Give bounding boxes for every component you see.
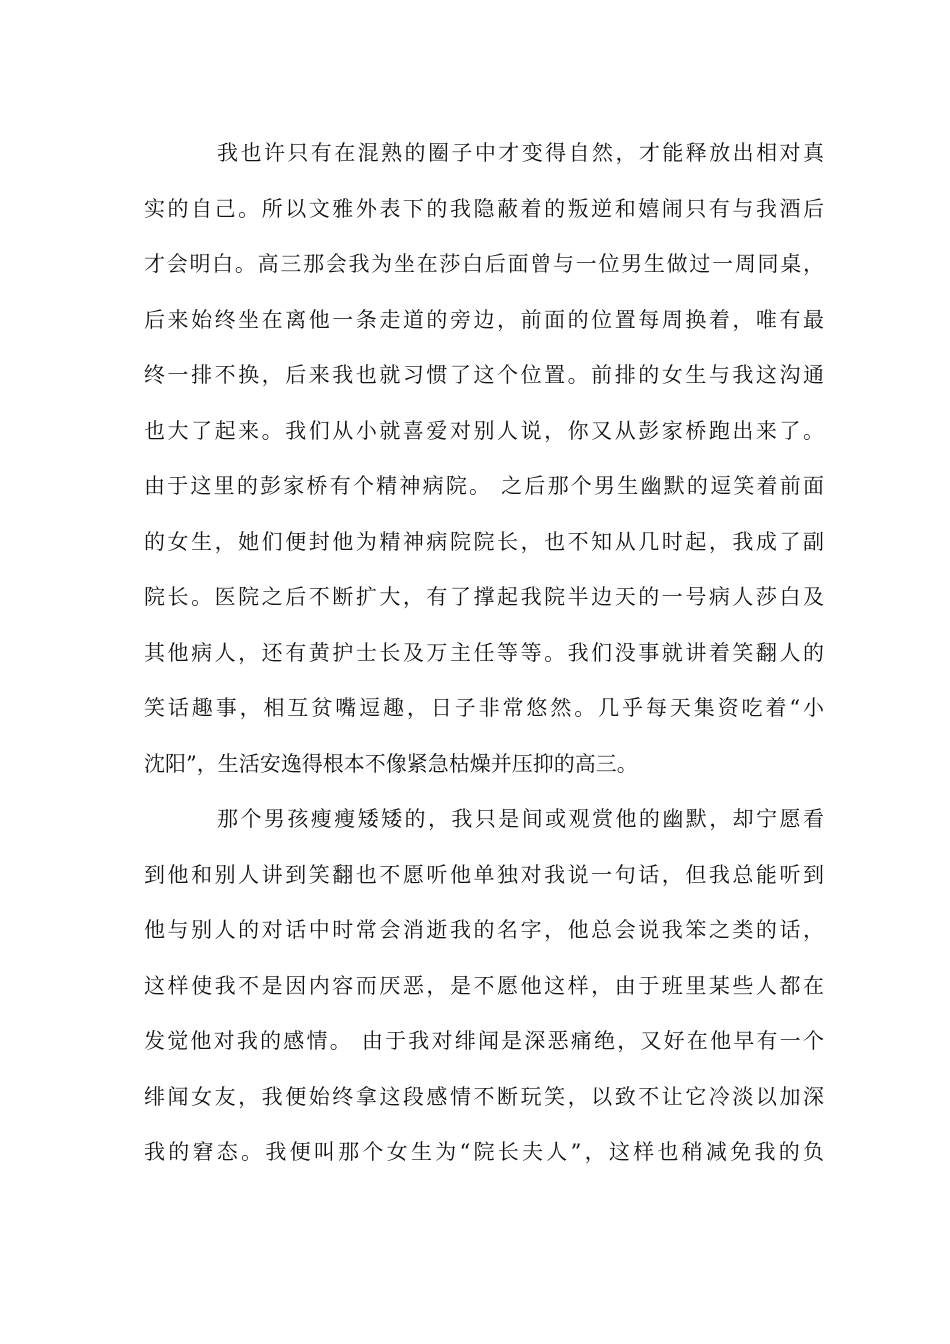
paragraph-2-line: 到他和别人讲到笑翻也不愿听他单独对我说一句话，但我总能听到 [144, 862, 824, 887]
paragraph-1-line: 也大了起来。我们从小就喜爱对别人说，你又从彭家桥跑出来了。 [144, 418, 824, 443]
paragraph-1-line: 笑话趣事，相互贫嘴逗趣，日子非常悠然。几乎每天集资吃着“小 [144, 696, 824, 720]
paragraph-2-line: 那个男孩瘦瘦矮矮的，我只是间或观赏他的幽默，却宁愿看 [217, 807, 824, 831]
paragraph-1-line: 由于这里的彭家桥有个精神病院。 之后那个男生幽默的逗笑着前面 [144, 474, 824, 498]
paragraph-1-line: 院长。医院之后不断扩大，有了撑起我院半边天的一号病人莎白及 [144, 585, 824, 609]
paragraph-1-line: 的女生，她们便封他为精神病院院长，也不知从几时起，我成了副 [144, 529, 824, 554]
paragraph-1-line: 终一排不换，后来我也就习惯了这个位置。前排的女生与我这沟通 [144, 363, 824, 387]
paragraph-1-line: 我也许只有在混熟的圈子中才变得自然，才能释放出相对真 [217, 141, 824, 165]
paragraph-1-line: 才会明白。高三那会我为坐在莎白后面曾与一位男生做过一周同桌， [144, 252, 824, 276]
paragraph-1-line: 其他病人，还有黄护士长及万主任等等。我们没事就讲着笑翻人的 [144, 640, 824, 665]
paragraph-1-line: 后来始终坐在离他一条走道的旁边，前面的位置每周换着，唯有最 [144, 307, 824, 332]
paragraph-2-line: 他与别人的对话中时常会消逝我的名字，他总会说我笨之类的话， [144, 918, 824, 942]
paragraph-2-line: 发觉他对我的感情。 由于我对绯闻是深恶痛绝，又好在他早有一个 [144, 1029, 824, 1053]
paragraph-1-line: 沈阳”，生活安逸得根本不像紧急枯燥并压抑的高三。 [144, 751, 638, 776]
paragraph-2-line: 绯闻女友，我便始终拿这段感情不断玩笑，以致不让它冷淡以加深 [144, 1084, 824, 1109]
paragraph-1-line: 实的自己。所以文雅外表下的我隐蔽着的叛逆和嬉闹只有与我酒后 [144, 196, 824, 221]
body-text [144, 131, 824, 1186]
paragraph-2-line: 这样使我不是因内容而厌恶，是不愿他这样，由于班里某些人都在 [144, 973, 824, 998]
paragraph-2-line: 我的窘态。我便叫那个女生为“院长夫人”，这样也稍减免我的负 [144, 1140, 824, 1164]
